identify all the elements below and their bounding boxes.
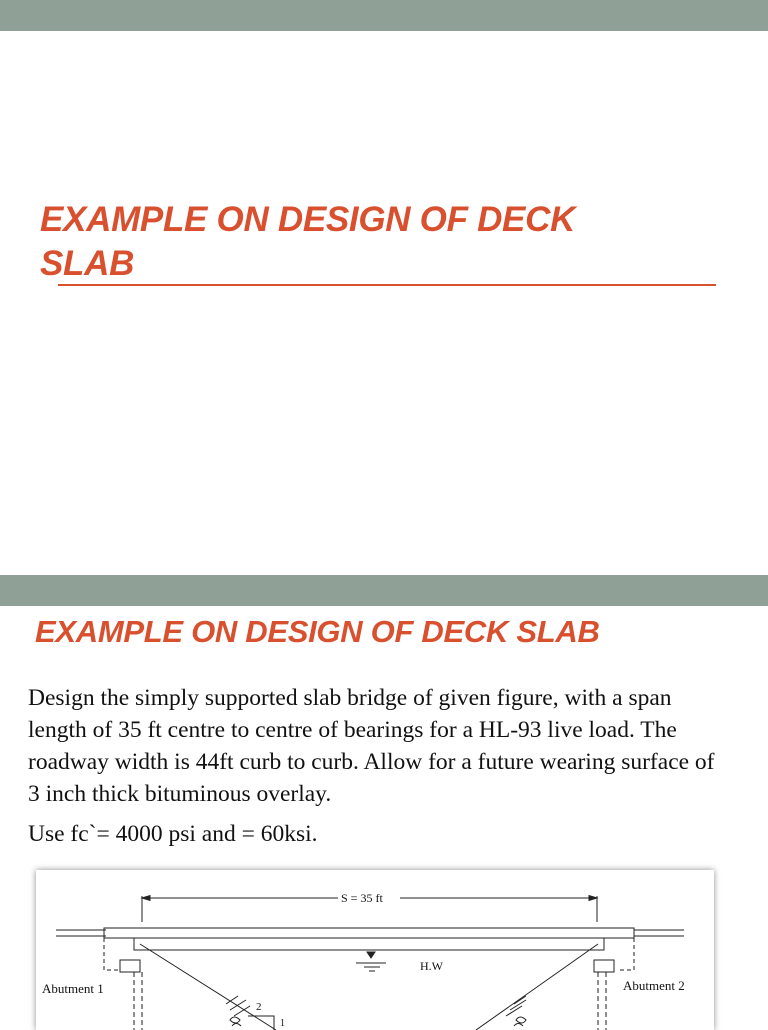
slope-ratio-triangle <box>248 1016 274 1030</box>
slide1-title-line1: EXAMPLE ON DESIGN OF DECK <box>40 200 576 239</box>
riprap-hatch-right <box>506 996 526 1026</box>
water-label: H.W <box>420 959 443 973</box>
abutment2-label: Abutment 2 <box>623 978 685 993</box>
slope-left <box>140 944 276 1030</box>
slide1-title-underline <box>58 284 716 286</box>
slide-divider-band <box>0 575 768 606</box>
slide1-title <box>40 198 680 286</box>
span-label: S = 35 ft <box>341 891 383 905</box>
abutment1-seat <box>120 960 140 972</box>
water-level-marker-icon <box>367 952 375 958</box>
material-properties: Use fc`= 4000 psi and = 60ksi. <box>28 821 318 847</box>
slide1-title-line2: SLAB <box>40 244 135 283</box>
abutment2-dashed-outline <box>618 938 634 970</box>
problem-statement: Design the simply supported slab bridge of given figure, with a span length of 35 ft centre to centre of bearings for a HL-93 live load. The roadway width is 44ft curb to curb. Allow for a future wearing surface of 3 inch thick bituminous overlay. <box>28 685 715 807</box>
bridge-figure <box>36 870 714 1030</box>
abutment1-label: Abutment 1 <box>42 981 104 996</box>
abutment1-dashed-outline <box>104 938 120 970</box>
span-arrow-right <box>589 896 597 901</box>
bridge-elevation-drawing <box>36 870 714 1030</box>
slide-top-band <box>0 0 768 31</box>
slope-ratio-label-2: 2 <box>256 1001 262 1013</box>
slide2-title: EXAMPLE ON DESIGN OF DECK SLAB <box>35 614 600 649</box>
slope-right <box>476 944 598 1030</box>
deck-soffit <box>134 938 604 950</box>
span-arrow-left <box>142 896 150 901</box>
abutment2-seat <box>594 960 614 972</box>
slope-ratio-label-1: 1 <box>280 1018 285 1029</box>
deck-slab <box>104 928 634 938</box>
